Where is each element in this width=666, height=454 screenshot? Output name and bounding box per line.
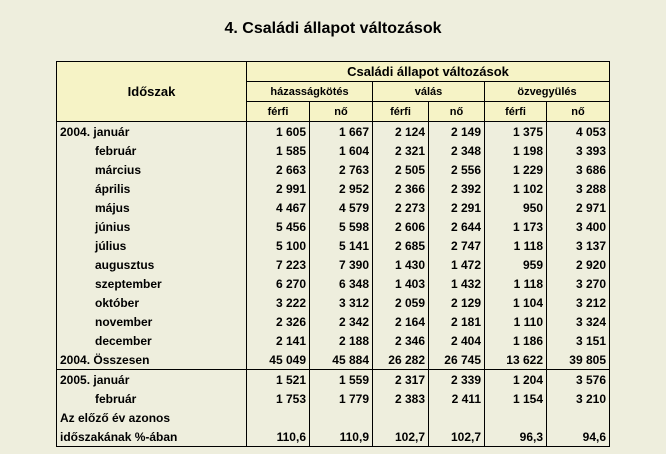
row-label: február — [57, 389, 247, 408]
value-cell: 2 383 — [373, 389, 429, 408]
empty-cell — [373, 408, 429, 427]
value-cell: 96,3 — [485, 427, 547, 447]
period-header: Időszak — [57, 62, 247, 122]
value-cell: 45 049 — [247, 350, 310, 370]
table-row — [57, 236, 610, 255]
value-cell: 1 605 — [247, 122, 310, 142]
table-row — [57, 293, 610, 312]
value-cell: 3 270 — [547, 274, 610, 293]
value-cell: 3 137 — [547, 236, 610, 255]
value-cell: 1 779 — [310, 389, 373, 408]
value-cell: 2 606 — [373, 217, 429, 236]
value-cell: 1 229 — [485, 160, 547, 179]
value-cell: 3 212 — [547, 293, 610, 312]
value-cell: 102,7 — [429, 427, 485, 447]
value-cell: 102,7 — [373, 427, 429, 447]
value-cell: 2 392 — [429, 179, 485, 198]
empty-cell — [247, 408, 310, 427]
row-label: február — [57, 141, 247, 160]
value-cell: 1 110 — [485, 312, 547, 331]
value-cell: 1 432 — [429, 274, 485, 293]
value-cell: 4 579 — [310, 198, 373, 217]
value-cell: 2 273 — [373, 198, 429, 217]
row-label: december — [57, 331, 247, 350]
value-cell: 2 164 — [373, 312, 429, 331]
value-cell: 2 317 — [373, 370, 429, 390]
value-cell: 2 321 — [373, 141, 429, 160]
value-cell: 2 348 — [429, 141, 485, 160]
value-cell: 2 663 — [247, 160, 310, 179]
value-cell: 3 400 — [547, 217, 610, 236]
value-cell: 5 598 — [310, 217, 373, 236]
value-cell: 2 952 — [310, 179, 373, 198]
value-cell: 2 644 — [429, 217, 485, 236]
table-row — [57, 312, 610, 331]
value-cell: 2 124 — [373, 122, 429, 142]
row-label: június — [57, 217, 247, 236]
table-row — [57, 198, 610, 217]
value-cell: 1 403 — [373, 274, 429, 293]
table-row — [57, 141, 610, 160]
value-cell: 1 186 — [485, 331, 547, 350]
value-cell: 7 223 — [247, 255, 310, 274]
value-cell: 1 430 — [373, 255, 429, 274]
value-cell: 1 118 — [485, 274, 547, 293]
value-cell: 3 151 — [547, 331, 610, 350]
value-cell: 94,6 — [547, 427, 610, 447]
row-label: augusztus — [57, 255, 247, 274]
value-cell: 2 505 — [373, 160, 429, 179]
value-cell: 26 745 — [429, 350, 485, 370]
divorce-header: válás — [373, 82, 485, 102]
value-cell: 3 576 — [547, 370, 610, 390]
rows-2005 — [57, 370, 610, 447]
empty-cell — [429, 408, 485, 427]
empty-cell — [547, 408, 610, 427]
male-header: férfi — [373, 102, 429, 122]
value-cell: 2 971 — [547, 198, 610, 217]
female-header: nő — [429, 102, 485, 122]
value-cell: 2 991 — [247, 179, 310, 198]
widowhood-header: özvegyülés — [485, 82, 610, 102]
value-cell: 1 102 — [485, 179, 547, 198]
value-cell: 2 685 — [373, 236, 429, 255]
marriage-header: házasságkötés — [247, 82, 373, 102]
row-label: 2005. január — [57, 370, 247, 390]
value-cell: 950 — [485, 198, 547, 217]
value-cell: 2 411 — [429, 389, 485, 408]
value-cell: 2 747 — [429, 236, 485, 255]
value-cell: 2 763 — [310, 160, 373, 179]
table-row — [57, 331, 610, 350]
row-label: 2004. Összesen — [57, 350, 247, 370]
value-cell: 5 456 — [247, 217, 310, 236]
row-label: 2004. január — [57, 122, 247, 142]
value-cell: 110,6 — [247, 427, 310, 447]
value-cell: 2 181 — [429, 312, 485, 331]
value-cell: 2 141 — [247, 331, 310, 350]
value-cell: 5 141 — [310, 236, 373, 255]
value-cell: 2 346 — [373, 331, 429, 350]
value-cell: 1 204 — [485, 370, 547, 390]
rows-2004 — [57, 122, 610, 351]
value-cell: 7 390 — [310, 255, 373, 274]
value-cell: 1 521 — [247, 370, 310, 390]
value-cell: 2 129 — [429, 293, 485, 312]
value-cell: 1 753 — [247, 389, 310, 408]
value-cell: 1 104 — [485, 293, 547, 312]
table-row — [57, 217, 610, 236]
value-cell: 2 342 — [310, 312, 373, 331]
value-cell: 3 312 — [310, 293, 373, 312]
family-status-table — [56, 61, 610, 447]
value-cell: 1 585 — [247, 141, 310, 160]
group-header: Családi állapot változások — [247, 62, 610, 82]
value-cell: 2 291 — [429, 198, 485, 217]
row-label: szeptember — [57, 274, 247, 293]
value-cell: 1 375 — [485, 122, 547, 142]
value-cell: 1 173 — [485, 217, 547, 236]
table-row — [57, 274, 610, 293]
male-header: férfi — [485, 102, 547, 122]
row-label: november — [57, 312, 247, 331]
value-cell: 1 154 — [485, 389, 547, 408]
value-cell: 1 472 — [429, 255, 485, 274]
value-cell: 13 622 — [485, 350, 547, 370]
table-row — [57, 370, 610, 390]
value-cell: 2 188 — [310, 331, 373, 350]
row-label: Az előző év azonos — [57, 408, 247, 427]
value-cell: 3 288 — [547, 179, 610, 198]
value-cell: 1 604 — [310, 141, 373, 160]
table-row — [57, 350, 610, 370]
table-row — [57, 389, 610, 408]
value-cell: 4 467 — [247, 198, 310, 217]
value-cell: 3 686 — [547, 160, 610, 179]
table-row — [57, 427, 610, 447]
table-row — [57, 160, 610, 179]
row-label: október — [57, 293, 247, 312]
row-label: március — [57, 160, 247, 179]
value-cell: 2 339 — [429, 370, 485, 390]
male-header: férfi — [247, 102, 310, 122]
row-label: időszakának %-ában — [57, 427, 247, 447]
table-row — [57, 408, 610, 427]
value-cell: 2 366 — [373, 179, 429, 198]
table-row — [57, 122, 610, 142]
table-row — [57, 179, 610, 198]
female-header: nő — [310, 102, 373, 122]
rows-total — [57, 350, 610, 370]
row-label: május — [57, 198, 247, 217]
value-cell: 3 222 — [247, 293, 310, 312]
value-cell: 2 920 — [547, 255, 610, 274]
table-row — [57, 255, 610, 274]
value-cell: 2 149 — [429, 122, 485, 142]
value-cell: 6 348 — [310, 274, 373, 293]
value-cell: 45 884 — [310, 350, 373, 370]
value-cell: 110,9 — [310, 427, 373, 447]
value-cell: 39 805 — [547, 350, 610, 370]
value-cell: 6 270 — [247, 274, 310, 293]
value-cell: 3 210 — [547, 389, 610, 408]
empty-cell — [310, 408, 373, 427]
value-cell: 2 556 — [429, 160, 485, 179]
value-cell: 26 282 — [373, 350, 429, 370]
value-cell: 2 059 — [373, 293, 429, 312]
value-cell: 2 326 — [247, 312, 310, 331]
value-cell: 1 559 — [310, 370, 373, 390]
value-cell: 3 393 — [547, 141, 610, 160]
value-cell: 3 324 — [547, 312, 610, 331]
row-label: július — [57, 236, 247, 255]
value-cell: 1 198 — [485, 141, 547, 160]
row-label: április — [57, 179, 247, 198]
value-cell: 959 — [485, 255, 547, 274]
page-title: 4. Családi állapot változások — [224, 20, 442, 37]
value-cell: 4 053 — [547, 122, 610, 142]
value-cell: 1 118 — [485, 236, 547, 255]
value-cell: 1 667 — [310, 122, 373, 142]
value-cell: 5 100 — [247, 236, 310, 255]
female-header: nő — [547, 102, 610, 122]
empty-cell — [485, 408, 547, 427]
value-cell: 2 404 — [429, 331, 485, 350]
